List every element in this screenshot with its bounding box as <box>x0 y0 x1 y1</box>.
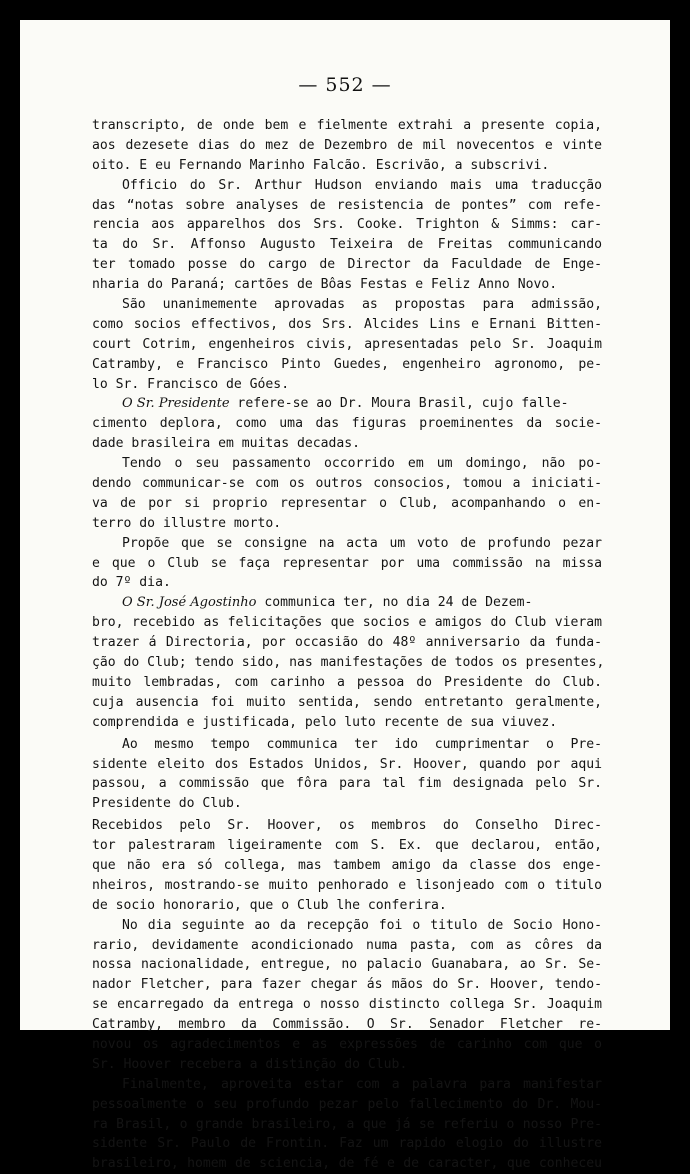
text-line: São unanimemente aprovadas as propostas para admissão, <box>122 297 602 313</box>
text-line: terro do illustre morto. <box>92 515 282 531</box>
text-line: Catramby, membro da Commissão. O Sr. Senador Fletcher re- <box>92 1017 602 1033</box>
text-line: No dia seguinte ao da recepção foi o titulo de Socio Hono- <box>122 917 602 933</box>
text-line: de socio honorario, que o Club lhe conferira. <box>92 897 447 913</box>
text-line: trazer á Directoria, por occasião do 48º anniversario da funda- <box>92 635 602 651</box>
text-fragment: refere-se ao Dr. Moura Brasil, cujo falle- <box>229 396 569 412</box>
paragraph <box>92 534 602 594</box>
text-line: nossa nacionalidade, entregue, no palacio Guanabara, ao Sr. Se- <box>92 957 602 973</box>
paragraph <box>92 454 602 534</box>
text-line: dendo communicar-se com os outros consocios, tomou a iniciati- <box>92 476 602 492</box>
paragraph <box>92 116 602 176</box>
text-line: rencia aos apparelhos dos Srs. Cooke. Trighton & Simms: car- <box>92 217 602 233</box>
paragraph <box>92 593 605 732</box>
text-line: aos dezesete dias do mez de Dezembro de mil novecentos e vinte <box>92 137 602 153</box>
text-line: ra Brasil, o grande brasileiro, a que já se referiu o nosso Pre- <box>92 1116 602 1132</box>
text-line: nharia do Paraná; cartões de Bôas Festas e Feliz Anno Novo. <box>92 277 558 293</box>
speaker-name: O Sr. Presidente <box>122 396 230 412</box>
speaker-name: O Sr. José Agostinho <box>122 595 257 611</box>
text-line: nador Fletcher, para fazer chegar ás mãos do Sr. Hoover, tendo- <box>92 977 602 993</box>
paragraph <box>92 916 602 1075</box>
text-line: sidente eleito dos Estados Unidos, Sr. Hoover, quando por aqui <box>92 756 602 772</box>
page-number: — 552 — <box>298 74 392 96</box>
document-page <box>20 20 670 1172</box>
text-line: como socios effectivos, dos Srs. Alcides Lins e Ernani Bitten- <box>92 316 602 332</box>
text-line: cimento deplora, como uma das figuras proeminentes da socie- <box>92 416 602 432</box>
text-line: lo Sr. Francisco de Góes. <box>92 376 290 392</box>
paragraph <box>92 816 602 915</box>
text-line: das “notas sobre analyses de resistencia de pontes” com refe- <box>92 197 602 213</box>
text-line: ção do Club; tendo sido, nas manifestações de todos os presentes, <box>92 655 605 671</box>
text-line: se encarregado da entrega o nosso distincto collega Sr. Joaquim <box>92 997 602 1013</box>
text-line: sidente Sr. Paulo de Frontin. Faz um rapido elogio do illustre <box>92 1136 602 1152</box>
text-line: ter tomado posse do cargo de Director da Faculdade de Enge- <box>92 257 602 273</box>
text-line: transcripto, de onde bem e fielmente extrahi a presente copia, <box>92 118 602 133</box>
text-line: bro, recebido as felicitações que socios e amigos do Club vieram <box>92 615 602 631</box>
text-line: nheiros, mostrando-se muito penhorado e lisonjeado com o titulo <box>92 877 602 893</box>
text-line: novou os agradecimentos e as expressões de carinho com que o <box>92 1036 602 1052</box>
text-line: rario, devidamente acondicionado numa pasta, com as côres da <box>92 937 602 953</box>
text-line: Recebidos pelo Sr. Hoover, os membros do Conselho Direc- <box>92 818 602 834</box>
text-line: Catramby, e Francisco Pinto Guedes, engenheiro agronomo, pe- <box>92 356 602 372</box>
text-line: cuja ausencia foi muito sentida, sendo entretanto geralmente, <box>92 694 602 710</box>
text-line: court Cotrim, engenheiros civis, apresentadas pelo Sr. Joaquim <box>92 336 602 352</box>
text-line: Tendo o seu passamento occorrido em um domingo, não po- <box>122 456 602 472</box>
text-line: Propõe que se consigne na acta um voto de profundo pezar <box>122 535 602 551</box>
text-line: e que o Club se faça representar por uma commissão na missa <box>92 555 602 571</box>
text-line: dade brasileira em muitas decadas. <box>92 436 361 452</box>
paragraph <box>92 394 602 454</box>
text-line: comprendida e justificada, pelo luto recente de sua viuvez. <box>92 714 558 730</box>
text-line: Finalmente, aproveita estar com a palavra para manifestar <box>122 1076 602 1092</box>
text-fragment: communica ter, no dia 24 de Dezem- <box>256 595 533 611</box>
text-line: Ao mesmo tempo communica ter ido cumprimentar o Pre- <box>122 736 602 752</box>
paragraph <box>92 1075 602 1174</box>
text-line: do 7º dia. <box>92 575 171 591</box>
paragraph <box>92 735 602 815</box>
text-line: que não era só collega, mas tambem amigo da classe dos enge- <box>92 857 602 873</box>
text-line: va de por si proprio representar o Club, acompanhando o en- <box>92 495 602 511</box>
text-line: ta do Sr. Affonso Augusto Teixeira de Freitas communicando <box>92 237 602 253</box>
document-body <box>92 116 605 1174</box>
text-line: muito lembradas, com carinho a pessoa do Presidente do Club. <box>92 674 602 690</box>
paragraph <box>92 295 602 394</box>
text-line: Sr. Hoover recebera a distinção do Club. <box>92 1056 408 1072</box>
text-line: brasileiro, homem de sciencia, de fé e de caracter, que conheceu <box>92 1156 602 1172</box>
text-line: passou, a commissão que fôra para tal fim designada pelo Sr. <box>92 776 602 792</box>
paragraph <box>92 176 602 295</box>
text-line: oito. E eu Fernando Marinho Falcão. Escrivão, a subscrivi. <box>92 157 550 173</box>
text-line: tor palestraram ligeiramente com S. Ex. que declarou, então, <box>92 838 602 854</box>
text-line: pessoalmente o seu profundo pezar pelo fallecimento do Dr. Mou- <box>92 1096 602 1112</box>
text-line <box>92 394 602 414</box>
text-line: Presidente do Club. <box>92 796 242 812</box>
text-line: Officio do Sr. Arthur Hudson enviando mais uma traducção <box>122 177 602 193</box>
text-line <box>92 593 602 613</box>
